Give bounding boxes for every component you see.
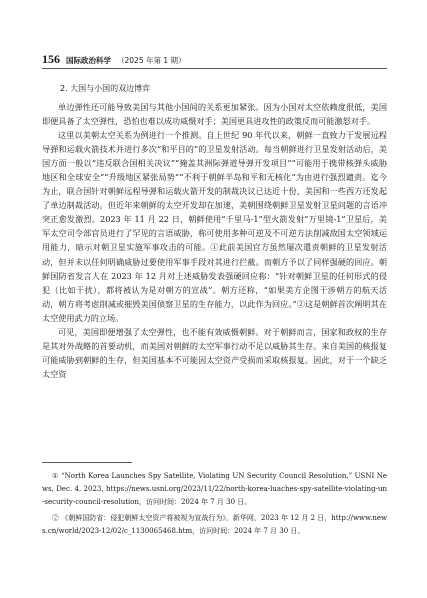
footnote: ② 《朝鲜国防省：侵犯朝鲜太空资产将被视为宣战行为》，新华网，2023 年 12 月 2 日，http://www.news.cn/world/2023-12/02/c_1130065468.htm，访问时间：2024 年 7 月 30 日。 xyxy=(42,513,387,535)
footnotes xyxy=(42,470,387,540)
footnote-rule xyxy=(42,462,132,463)
paragraph: 可见，美国即便增强了太空弹性，也不能有效威慑朝鲜。对于朝鲜而言，国家和政权的生存是其对外战略的首要动机，而美国对朝鲜的太空军事行动不足以威胁其生存。来自美国的核报复可能威胁到朝鲜的生存，但美国基本不可能因太空资产受损而采取核报复。因此，对于一个缺乏太空资 xyxy=(42,326,387,379)
issue-label: （2025 年第 1 期） xyxy=(117,56,186,65)
page-number: 156 xyxy=(42,52,60,66)
section-heading: 2. 大国与小国的双边博弈 xyxy=(60,84,151,93)
journal-title: 国际政治科学 xyxy=(66,56,111,65)
body-text xyxy=(42,100,387,381)
header-rule xyxy=(42,68,387,69)
paragraph: 单边弹性还可能导致美国与其他小国间的关系更加紧张。因为小国对太空依赖度很低，美国即便具备了太空弹性，恐怕也难以成功威慑对手；美国更具进攻性的政策反而可能激怒对手。 xyxy=(42,102,387,127)
footnote: ① “North Korea Launches Spy Satellite, Violating UN Security Council Resolution,” USNI News, Dec. 4, 2023, https://news.usni.org/2023/11/22/north-korea-luaches-spy-satellite-violating-un-security-council-resolution，访问时间：2024 年 7 月 30 日。 xyxy=(42,472,387,507)
paragraph: 这里以美朝太空关系为例进行一个推测。自上世纪 90 年代以来，朝鲜一直致力于发展远程导弹和运载火箭技术并进行多次“和平目的”的卫星发射活动。每当朝鲜进行卫星发射活动后，美国方面一般以“违反联合国相关决议”“掩盖其洲际弹道导弹开发项目”“可能用于携带核弹头威胁地区和全球安全”“升级地区紧张局势”“不利于朝鲜半岛和平和无核化”为由进行强烈谴责。迄今为止，联合国针对朝鲜远程导弹和运载火箭开发的制裁决议已达近十份，美国和一些西方还发起了单边制裁活动。但近年来朝鲜的太空开发却在加速，美朝围绕朝鲜卫星发射卫星问题的言语冲突正愈发激烈。2023 年 11 月 22 日，朝鲜使用“千里马-1”型火箭发射“万里镜-1”卫星后，美军太空司令部官员进行了罕见的言语威胁，称可使用多种可逆及不可逆方法削减敌国太空领域运用能力，暗示对朝卫星实施军事攻击的可能。①此前美国官方虽然屡次遣责朝鲜的卫星发射活动，但并未以任何明确威胁过要使用军事手段对其进行拦截。而朝方予以了同样强硬的回应。朝鲜国防省发言人在 2023 年 12 月对上述威胁发表强硬回应称：“针对朝鲜卫星的任何形式的侵犯（比如干扰），都将被认为是对朝方的宣战”。朝方还称，“如果美方企图干涉朝方的航天活动，朝方将考虑削减或摧毁美国侦察卫星的生存能力，以此作为回应。”②这是朝鲜首次阐明其在太空使用武力的立场。 xyxy=(42,130,387,323)
running-header xyxy=(42,52,387,66)
